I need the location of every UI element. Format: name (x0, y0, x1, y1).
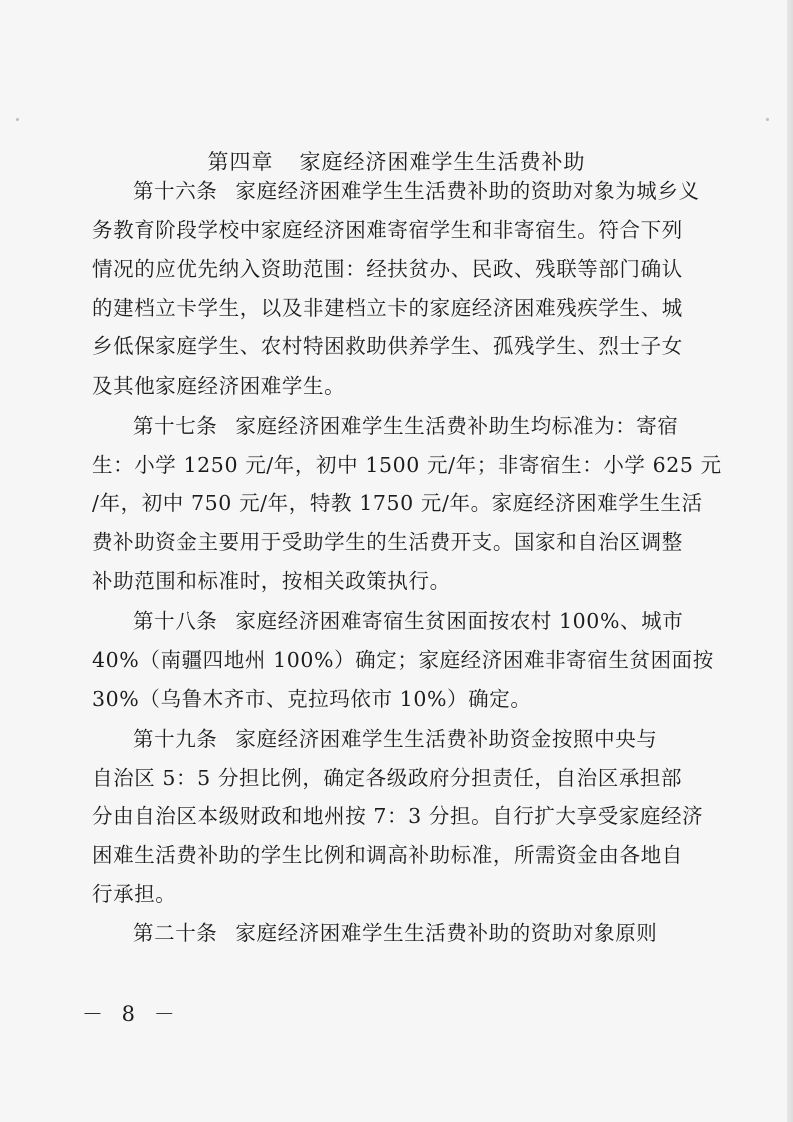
article-line: 及其他家庭经济困难学生。 (92, 373, 346, 398)
article-text: 家庭经济困难学生生活费补助的资助对象原则 (235, 921, 658, 945)
article-18-first-line (133, 606, 693, 636)
chapter-title: 家庭经济困难学生生活费补助 (299, 150, 586, 174)
article-text: 行承担。 (92, 881, 177, 906)
article-label: 第十七条 (133, 413, 218, 438)
article-text: 家庭经济困难寄宿生贫困面按农村 100%、城市 (235, 608, 684, 633)
article-16-first-line (133, 176, 700, 206)
article-19-first-line (133, 724, 693, 754)
article-line: 补助范围和标准时，按相关政策执行。 (92, 568, 451, 593)
article-line: 自治区 5：5 分担比例，确定各级政府分担责任，自治区承担部 (92, 765, 683, 790)
article-20-first-line (133, 918, 693, 948)
chapter-heading (0, 146, 793, 176)
page-number: － 8 － (82, 1002, 181, 1026)
article-line: 40%（南疆四地州 100%）确定；家庭经济困难非寄宿生贫困面按 (92, 648, 714, 673)
article-17-first-line (133, 411, 693, 441)
article-line: 分由自治区本级财政和地州按 7：3 分担。自行扩大享受家庭经济 (92, 804, 704, 829)
article-text: 家庭经济困难学生生活费补助生均标准为：寄宿 (235, 413, 679, 438)
scan-speck (766, 118, 769, 121)
article-label: 第十八条 (133, 608, 218, 633)
article-line: 费补助资金主要用于受助学生的生活费开支。国家和自治区调整 (92, 530, 683, 555)
article-label: 第二十条 (133, 921, 218, 945)
article-line: 乡低保家庭学生、农村特困救助供养学生、孤残学生、烈士子女 (92, 334, 683, 359)
article-text: 家庭经济困难学生生活费补助的资助对象为城乡义 (235, 179, 700, 203)
article-line: 困难生活费补助的学生比例和调高补助标准，所需资金由各地自 (92, 843, 683, 868)
article-line: 的建档立卡学生，以及非建档立卡的家庭经济困难残疾学生、城 (92, 295, 683, 320)
article-line: 情况的应优先纳入资助范围：经扶贫办、民政、残联等部门确认 (92, 256, 683, 281)
article-line: 生：小学 1250 元/年，初中 1500 元/年；非寄宿生：小学 625 元 (92, 452, 722, 477)
scan-speck (16, 118, 19, 121)
article-label: 第十六条 (133, 179, 218, 203)
article-line: 30%（乌鲁木齐市、克拉玛依市 10%）确定。 (92, 686, 532, 711)
chapter-number: 第四章 (207, 150, 274, 174)
article-label: 第十九条 (133, 726, 218, 751)
article-text: 家庭经济困难学生生活费补助资金按照中央与 (235, 726, 658, 751)
article-line: 务教育阶段学校中家庭经济困难寄宿学生和非寄宿生。符合下列 (92, 218, 683, 243)
article-line (92, 879, 692, 909)
article-line: /年，初中 750 元/年，特教 1750 元/年。家庭经济困难学生生活 (92, 491, 703, 516)
